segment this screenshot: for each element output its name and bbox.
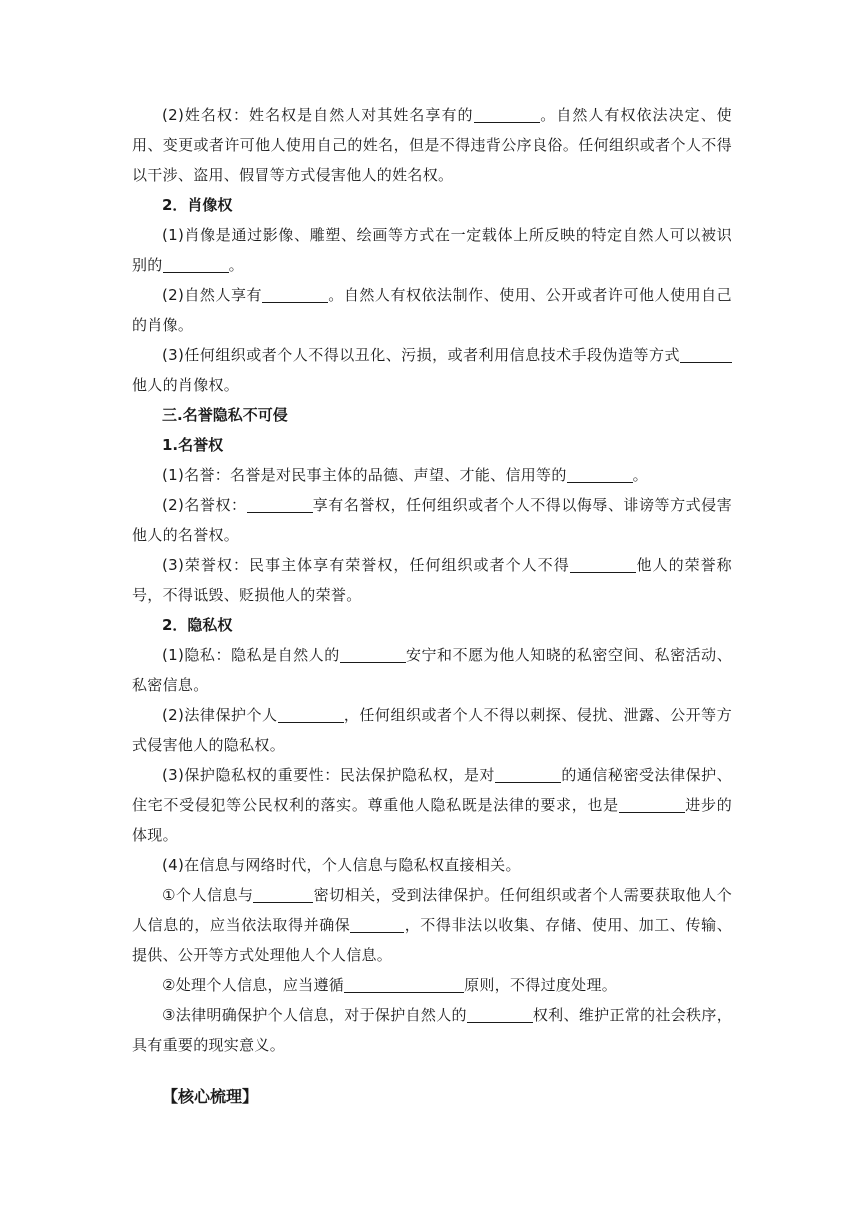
text: 。 [228, 256, 244, 274]
text: 密切相关，受到法律保护。任何组织或者个人需要获取他人个人信息的，应当依法取得并确保 [132, 886, 733, 934]
heading-reputation-right: 1.名誉权 [162, 436, 224, 454]
text: 他人的荣誉称号，不得诋毁、贬损他人的荣誉。 [132, 556, 732, 604]
fill-blank[interactable] [340, 646, 406, 663]
paragraph-reputation-3 [132, 550, 732, 610]
text: ③法律明确保护个人信息，对于保护自然人的 [162, 1006, 467, 1024]
fill-blank[interactable] [619, 796, 685, 813]
fill-blank[interactable] [247, 496, 313, 513]
text: 。自然人有权依法决定、使用、变更或者许可他人使用自己的姓名，但是不得违背公序良俗。任何组织或者个人不得以干涉、盗用、假冒等方式侵害他人的姓名权。 [132, 106, 732, 184]
paragraph-portrait-2 [132, 280, 732, 340]
fill-blank[interactable] [262, 286, 328, 303]
text: 进步的体现。 [132, 796, 732, 844]
text: 他人的肖像权。 [132, 376, 240, 394]
text: 享有名誉权，任何组织或者个人不得以侮辱、诽谤等方式侵害他人的名誉权。 [132, 496, 732, 544]
fill-blank[interactable] [570, 556, 636, 573]
text: ②处理个人信息，应当遵循 [162, 976, 345, 994]
fill-blank[interactable] [495, 766, 561, 783]
text: ，不得非法以收集、存储、使用、加工、传输、提供、公开等方式处理他人个人信息。 [132, 916, 732, 964]
paragraph-privacy-4-2 [132, 970, 732, 1000]
fill-blank[interactable] [467, 1006, 533, 1023]
text: 原则，不得过度处理。 [464, 976, 618, 994]
text: (1)肖像是通过影像、雕塑、绘画等方式在一定载体上所反映的特定自然人可以被识别的 [132, 226, 732, 274]
paragraph-privacy-4-3 [132, 1000, 732, 1060]
fill-blank[interactable] [474, 106, 540, 123]
text: 安宁和不愿为他人知晓的私密空间、私密活动、私密信息。 [132, 646, 732, 694]
text: (3)任何组织或者个人不得以丑化、污损，或者利用信息技术手段伪造等方式 [162, 346, 680, 364]
core-summary-heading: 【核心梳理】 [162, 1087, 259, 1106]
fill-blank[interactable] [350, 916, 404, 933]
text: 。自然人有权依法制作、使用、公开或者许可他人使用自己的肖像。 [132, 286, 732, 334]
document-body [132, 100, 732, 1060]
paragraph-privacy-4: (4)在信息与网络时代，个人信息与隐私权直接相关。 [162, 856, 521, 874]
text: 的通信秘密受法律保护、住宅不受侵犯等公民权利的落实。尊重他人隐私既是法律的要求，也是 [132, 766, 732, 814]
text: (1)名誉：名誉是对民事主体的品德、声望、才能、信用等的 [162, 466, 567, 484]
text: (2)名誉权： [162, 496, 247, 514]
paragraph-reputation-1 [132, 460, 732, 490]
text: ，任何组织或者个人不得以刺探、侵扰、泄露、公开等方式侵害他人的隐私权。 [132, 706, 732, 754]
fill-blank[interactable] [680, 346, 732, 363]
text: (3)荣誉权：民事主体享有荣誉权，任何组织或者个人不得 [162, 556, 570, 574]
paragraph-privacy-4-1 [132, 880, 732, 970]
fill-blank[interactable] [567, 466, 633, 483]
heading-portrait-right: 2．肖像权 [162, 196, 233, 214]
paragraph-privacy-3 [132, 760, 732, 850]
section-heading-reputation-privacy: 三.名誉隐私不可侵 [162, 406, 288, 424]
fill-blank[interactable] [163, 256, 229, 273]
text: (2)法律保护个人 [162, 706, 278, 724]
text: (2)自然人享有 [162, 286, 263, 304]
text: (2)姓名权：姓名权是自然人对其姓名享有的 [162, 106, 474, 124]
paragraph-privacy-1 [132, 640, 732, 700]
text: (1)隐私：隐私是自然人的 [162, 646, 340, 664]
text: 。 [632, 466, 648, 484]
heading-privacy-right: 2．隐私权 [162, 616, 233, 634]
paragraph-reputation-2 [132, 490, 732, 550]
paragraph-portrait-1 [132, 220, 732, 280]
fill-blank[interactable] [253, 886, 313, 903]
fill-blank[interactable] [344, 976, 464, 993]
paragraph-privacy-2 [132, 700, 732, 760]
paragraph-portrait-3 [132, 340, 732, 400]
text: ①个人信息与 [162, 886, 254, 904]
text: 权利、维护正常的社会秩序，具有重要的现实意义。 [132, 1006, 732, 1054]
paragraph-name-right [132, 100, 732, 190]
fill-blank[interactable] [278, 706, 344, 723]
text: (3)保护隐私权的重要性：民法保护隐私权，是对 [162, 766, 496, 784]
